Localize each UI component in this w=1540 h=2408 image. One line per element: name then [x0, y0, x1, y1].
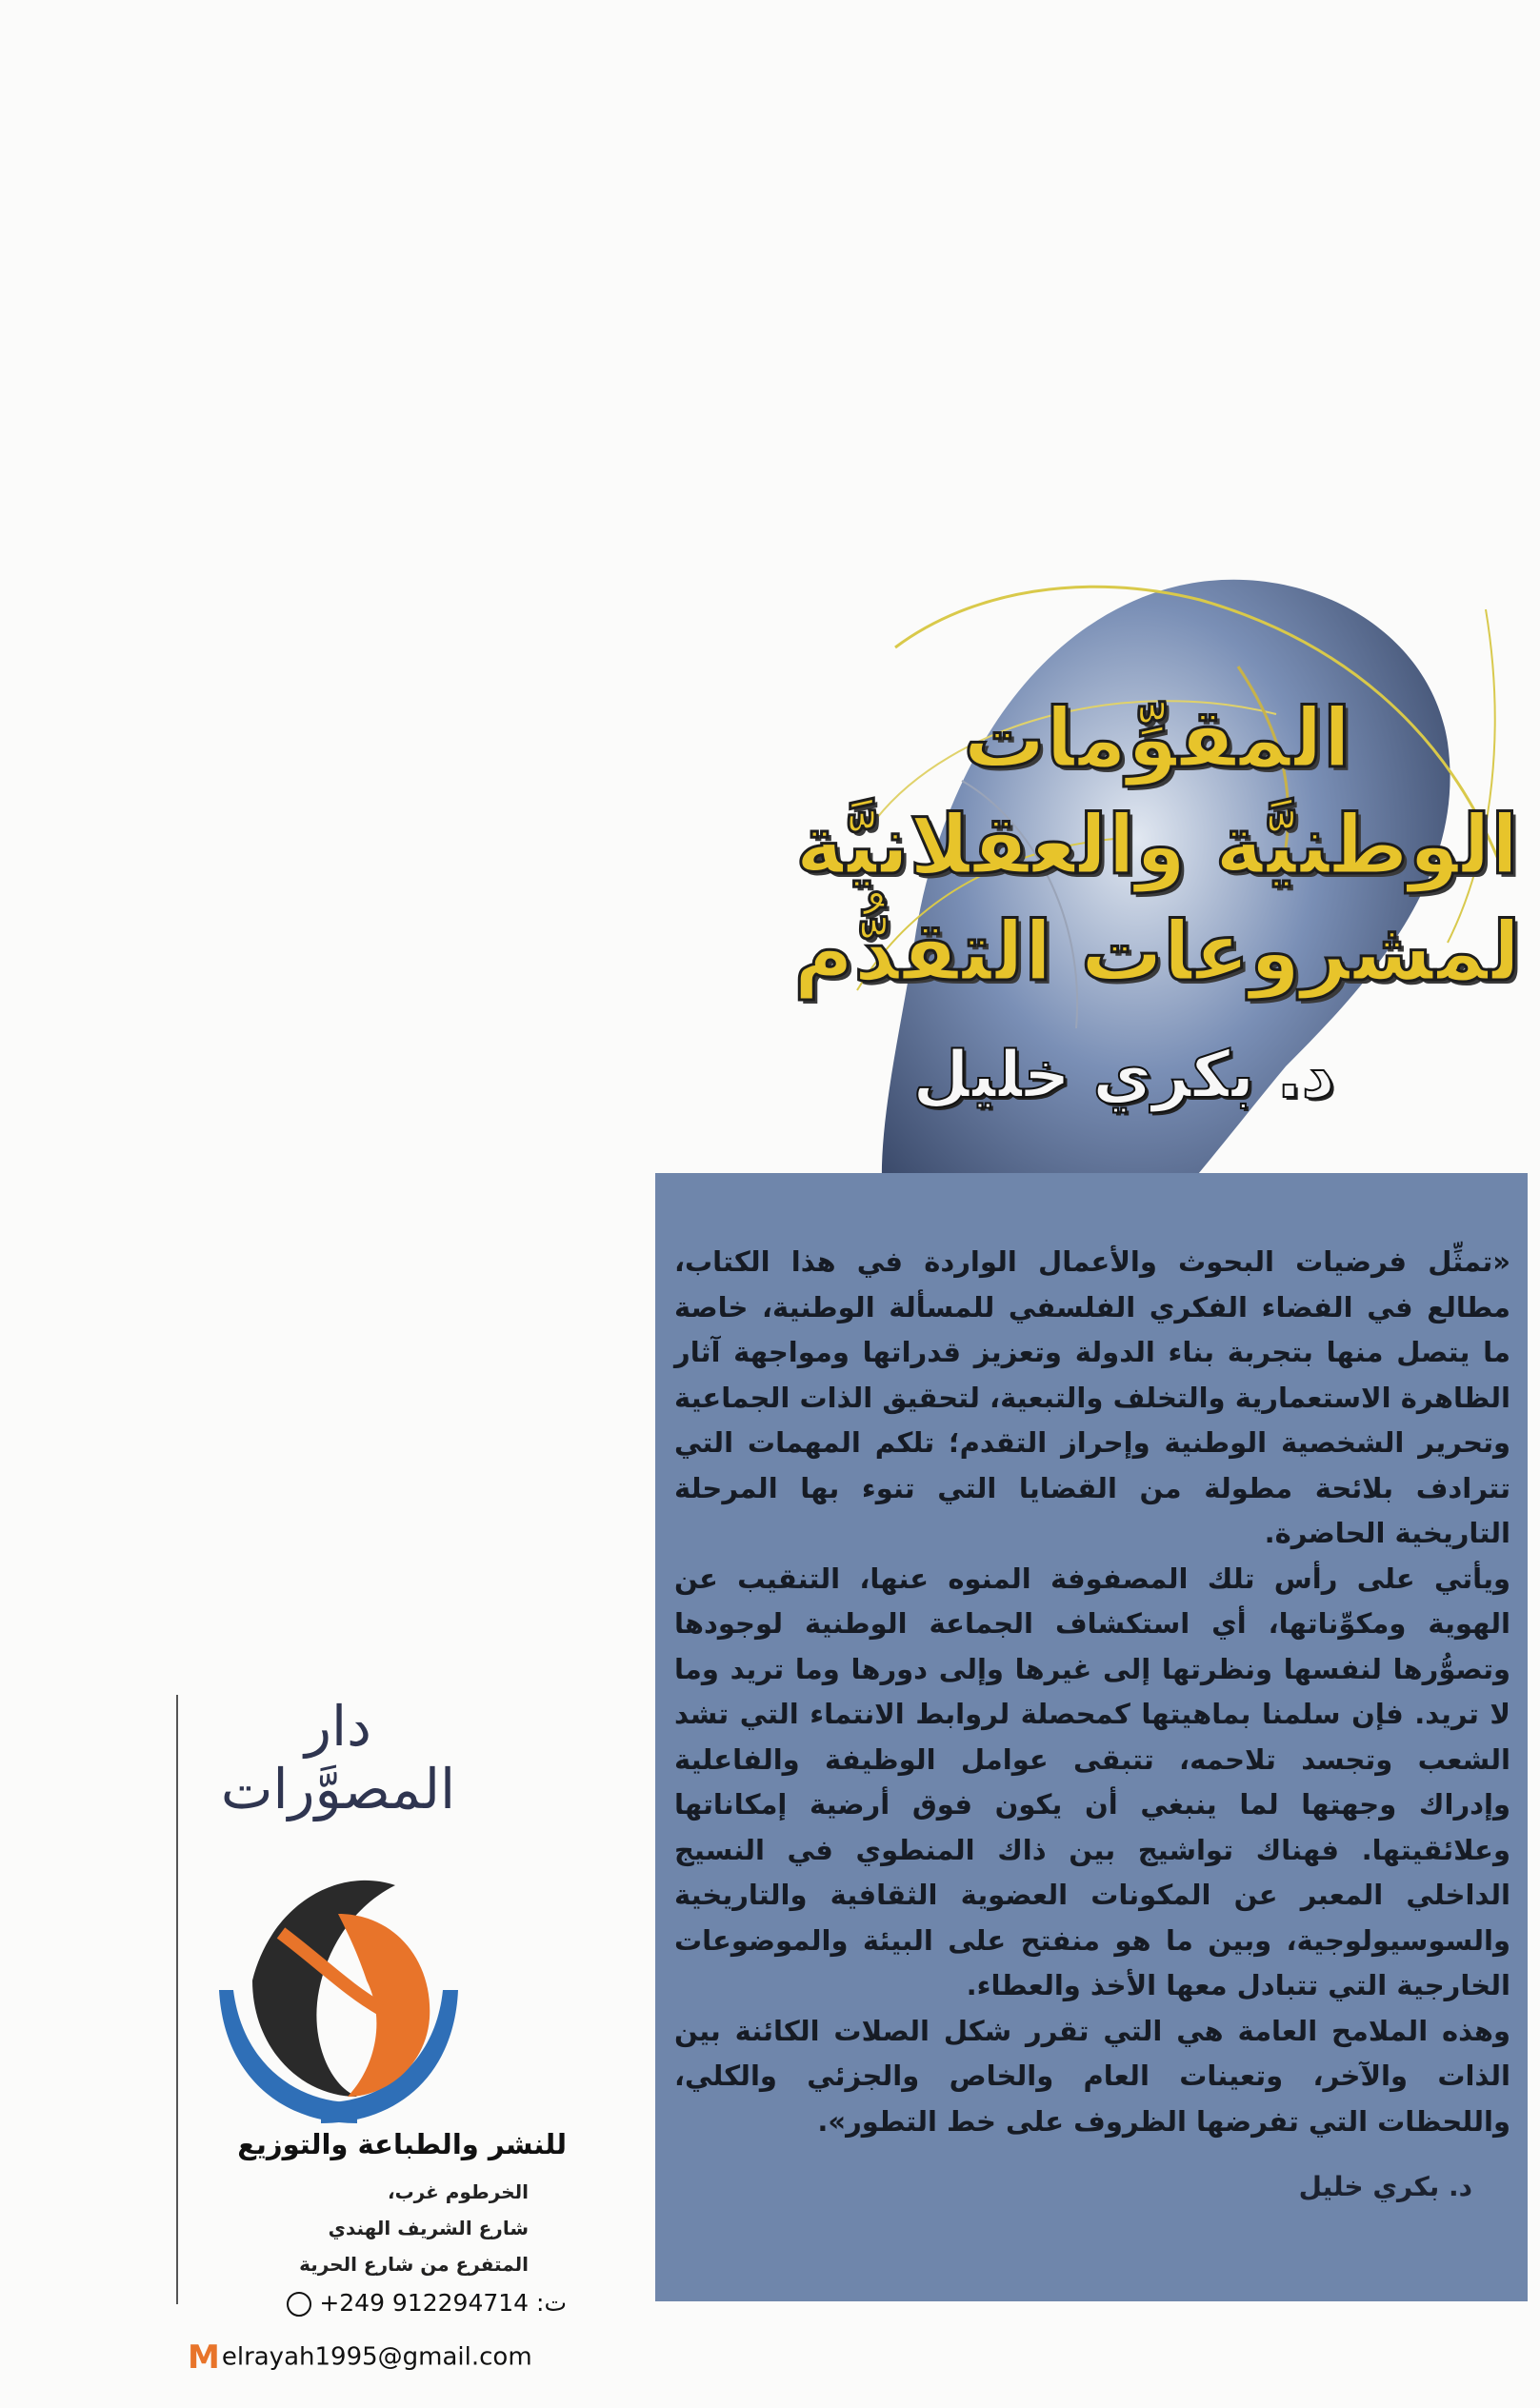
blurb-paragraph: ويأتي على رأس تلك المصفوفة المنوه عنها، التنقيب عن الهوية ومكوِّناتها، أي استكشاف الجماعة الوطنية لوجودها وتصوُّرها لنفسها ونظرتها إلى غيرها وإلى دورها وما تريد وما لا تريد. فإن سلمنا بماهيتها كمحصلة لروابط الانتماء التي تشد الشعب وتجسد تلاحمه، تتبقى عوامل الوظيفة والفاعلية وإدراك وجهتها لما ينبغي أن يكون فوق أرضية إمكاناتها وعلائقيتها. فهناك تواشيج بين ذاك المنطوي في النسيج الداخلي المعبر عن المكونات العضوية الثقافية والتاريخية والسوسيولوجية، وبين ما هو منفتح على البيئة والموضوعات الخارجية التي تتبادل معها الأخذ والعطاء.: [674, 1562, 1510, 2001]
book-title-line-2: الوطنيَّة والعقلانيَّة: [795, 798, 1519, 893]
publisher-phone: [205, 2289, 567, 2317]
blurb-paragraph: «تمثِّل فرضيات البحوث والأعمال الواردة في هذا الكتاب، مطالع في الفضاء الفكري الفلسفي للمسألة الوطنية، خاصة ما يتصل منها بتجربة بناء الدولة وتعزيز قدراتها ومواجهة آثار الظاهرة الاستعمارية والتخلف والتبعية، لتحقيق الذات الجماعية وتحرير الشخصية الوطنية وإحراز التقدم؛ تلكم المهمات التي تترادف بلائحة مطولة من القضايا التي تنوء بها المرحلة التاريخية الحاضرة.: [674, 1245, 1510, 1549]
book-author: د. بكري خليل: [912, 1038, 1335, 1113]
publisher-logo-name: [195, 1695, 481, 1821]
publisher-logo-name-top: دار: [305, 1694, 371, 1759]
publisher-tagline: للنشر والطباعة والتوزيع: [237, 2128, 567, 2160]
book-title: [781, 686, 1533, 1005]
blurb-paragraph: وهذه الملامح العامة هي التي تقرر شكل الصلات الكائنة بين الذات والآخر، وتعينات العام والخاص والجزئي والكلي، واللحظات التي تفرضها الظروف على خط التطور».: [674, 2014, 1510, 2138]
publisher-address-line: المتفرع من شارع الحرية: [299, 2253, 529, 2276]
publisher-logo-icon: [214, 1847, 462, 2123]
blurb-signature: د. بكري خليل: [1298, 2171, 1472, 2202]
book-title-line-1: المقوِّمات: [963, 691, 1351, 786]
blurb-panel: [655, 1173, 1528, 2301]
email-address: elrayah1995@gmail.com: [221, 2342, 532, 2372]
phone-icon: [287, 2292, 311, 2317]
publisher-divider: [176, 1695, 178, 2304]
publisher-address-line: الخرطوم غرب،: [387, 2180, 529, 2203]
phone-label: ت:: [536, 2289, 567, 2317]
publisher-logo-name-bottom: المصوَّرات: [220, 1757, 456, 1821]
mail-icon: M: [188, 2338, 220, 2377]
publisher-info: [176, 1694, 576, 2377]
publisher-email: [188, 2338, 588, 2377]
publisher-address-line: شارع الشريف الهندي: [328, 2217, 529, 2239]
book-title-line-3: لمشروعات التقدُّم: [793, 905, 1521, 1000]
phone-number: +249 912294714: [319, 2289, 530, 2317]
